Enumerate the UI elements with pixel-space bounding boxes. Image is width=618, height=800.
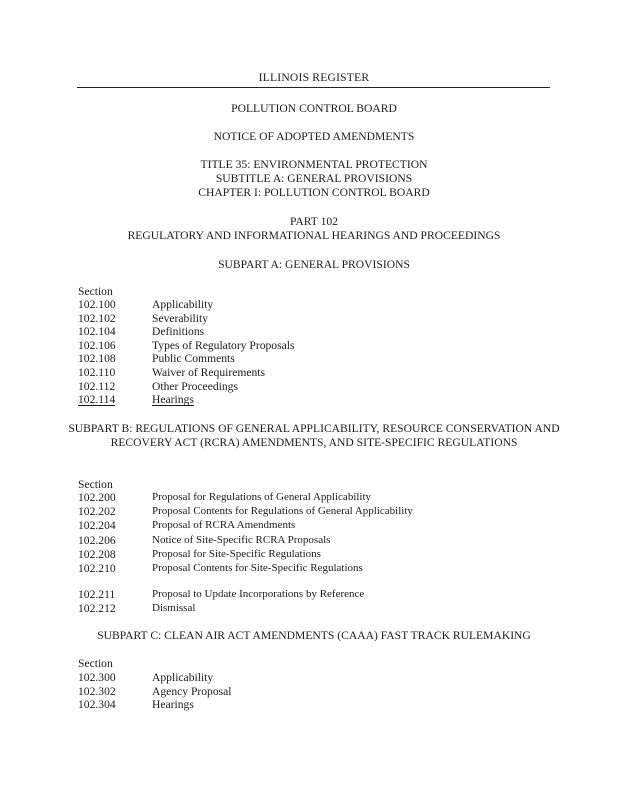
header-rule [77, 87, 550, 88]
section-number: 102.100 [78, 298, 116, 311]
section-number: 102.112 [78, 379, 116, 393]
notice-title: NOTICE OF ADOPTED AMENDMENTS [213, 130, 415, 143]
part-number: PART 102 [290, 215, 338, 228]
section-number: 102.204 [78, 519, 116, 533]
toc-spacer [78, 576, 413, 588]
register-header: ILLINOIS REGISTER [258, 71, 370, 84]
section-number: 102.206 [78, 533, 116, 547]
section-number: 102.108 [78, 352, 116, 366]
section-title: Definitions [152, 325, 205, 339]
section-number: 102.304 [78, 698, 116, 712]
section-title: Notice of Site-Specific RCRA Proposals [152, 533, 331, 546]
section-number: 102.114 [78, 393, 116, 407]
section-number: 102.202 [78, 505, 116, 519]
toc-row[interactable] [78, 698, 232, 712]
section-number: 102.211 [78, 588, 116, 602]
toc-row[interactable] [78, 534, 413, 548]
section-title: Applicability [152, 671, 214, 684]
section-number: 102.110 [78, 365, 116, 379]
section-title: Agency Proposal [152, 684, 232, 698]
toc-row-added[interactable] [78, 393, 294, 407]
section-label: Section [78, 478, 113, 491]
section-number: 102.102 [78, 311, 116, 325]
toc-row[interactable] [78, 312, 294, 326]
subpart-c-section-list [78, 671, 232, 712]
section-title: Proposal to Update Incorporations by Reference [152, 588, 365, 601]
section-title: Proposal for Site-Specific Regulations [152, 547, 321, 560]
section-title: Hearings [152, 698, 194, 712]
section-title: Proposal for Regulations of General Applicability [152, 491, 372, 503]
subpart-c-heading: SUBPART C: CLEAN AIR ACT AMENDMENTS (CAAA) FAST TRACK RULEMAKING [97, 629, 531, 642]
toc-row[interactable] [78, 685, 232, 699]
subtitle-line: SUBTITLE A: GENERAL PROVISIONS [215, 172, 413, 185]
section-number: 102.300 [78, 671, 116, 684]
toc-row[interactable] [78, 602, 413, 616]
section-title: Types of Regulatory Proposals [152, 338, 295, 352]
subpart-a-heading: SUBPART A: GENERAL PROVISIONS [218, 258, 410, 271]
subpart-b-section-list [78, 491, 413, 617]
section-number: 102.208 [78, 547, 116, 561]
toc-row[interactable] [78, 491, 413, 505]
section-title: Hearings [152, 393, 194, 407]
toc-row[interactable] [78, 366, 294, 380]
subpart-b-heading: SUBPART B: REGULATIONS OF GENERAL APPLICABILITY, RESOURCE CONSERVATION AND RECOVERY ACT (RCRA) AMENDMENTS, AND SITE-SPECIFIC REGULATIONS [68, 422, 560, 449]
chapter-line: CHAPTER I: POLLUTION CONTROL BOARD [198, 186, 430, 199]
toc-row[interactable] [78, 562, 413, 576]
section-title: Proposal Contents for Regulations of General Applicability [152, 505, 413, 518]
section-title: Public Comments [152, 352, 235, 366]
section-title: Other Proceedings [152, 379, 238, 393]
toc-row[interactable] [78, 519, 413, 533]
section-title: Waiver of Requirements [152, 365, 266, 379]
toc-row[interactable] [78, 339, 294, 353]
section-number: 102.212 [78, 602, 116, 616]
toc-row[interactable] [78, 548, 413, 562]
section-title: Applicability [152, 298, 214, 311]
section-number: 102.106 [78, 338, 116, 352]
board-name: POLLUTION CONTROL BOARD [231, 102, 397, 115]
toc-row[interactable] [78, 671, 232, 685]
section-number: 102.104 [78, 325, 116, 339]
toc-row[interactable] [78, 588, 413, 602]
section-title: Proposal of RCRA Amendments [152, 519, 296, 532]
toc-row[interactable] [78, 325, 294, 339]
section-number: 102.200 [78, 491, 116, 504]
section-title: Proposal Contents for Site-Specific Regulations [152, 561, 363, 574]
toc-row[interactable] [78, 505, 413, 519]
toc-row[interactable] [78, 298, 294, 312]
subpart-a-section-list [78, 298, 294, 407]
toc-row[interactable] [78, 380, 294, 394]
section-label: Section [78, 657, 113, 670]
section-number: 102.210 [78, 561, 116, 575]
section-number: 102.302 [78, 684, 116, 698]
title-line: TITLE 35: ENVIRONMENTAL PROTECTION [200, 158, 428, 171]
section-title: Severability [152, 311, 209, 325]
toc-row[interactable] [78, 352, 294, 366]
section-title: Dismissal [152, 602, 196, 615]
section-label: Section [78, 285, 113, 298]
part-name: REGULATORY AND INFORMATIONAL HEARINGS AND PROCEEDINGS [127, 229, 501, 242]
